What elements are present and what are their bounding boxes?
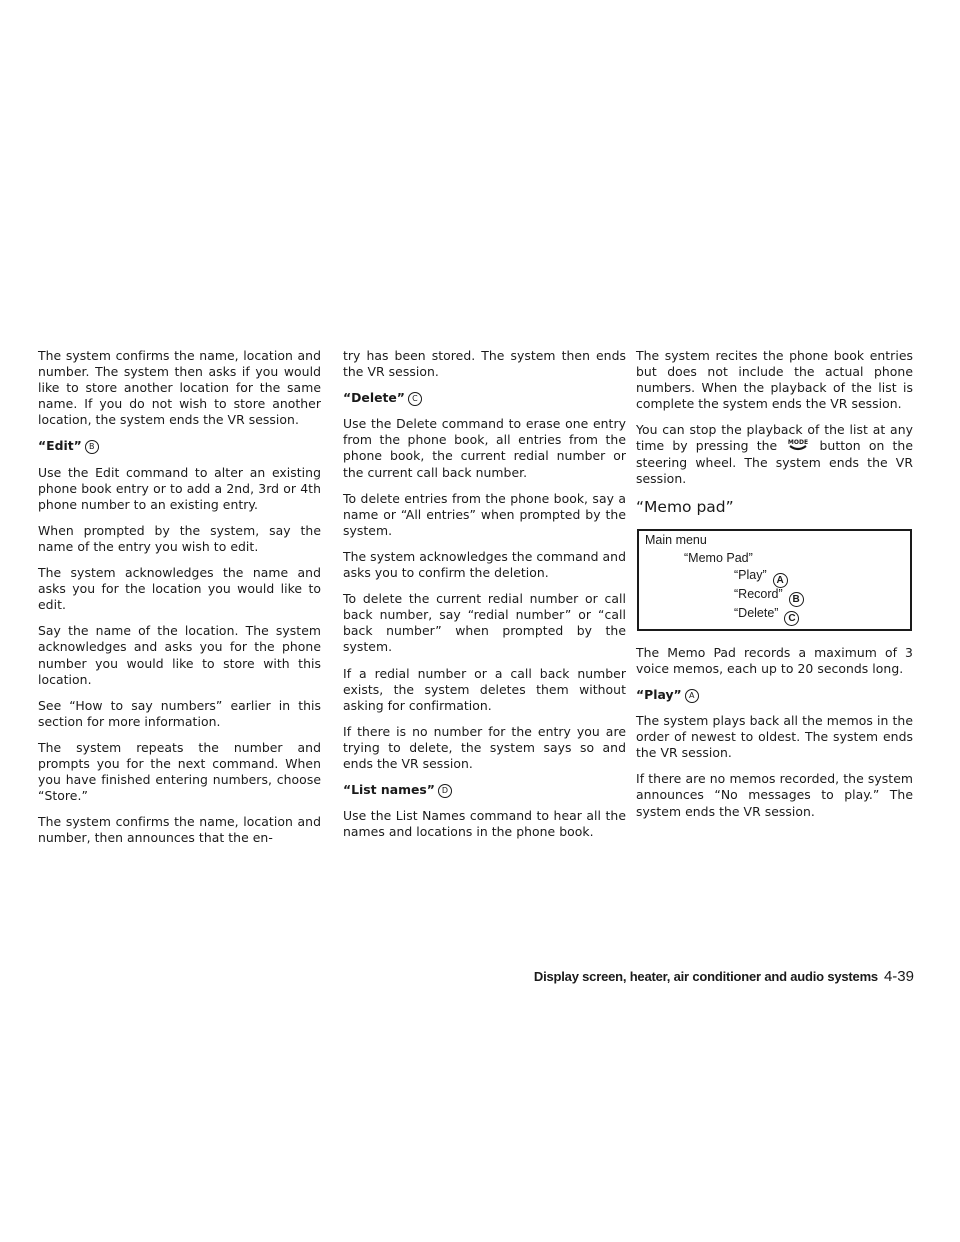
- menu-title: Main menu: [645, 532, 707, 547]
- menu-item-label: “Play”: [734, 567, 767, 582]
- paragraph: Say the name of the location. The system acknowledges and asks you for the phone number you would like to store with this location.: [38, 623, 321, 687]
- paragraph: If there are no memos recorded, the system announces “No messages to play.” The system ends the VR session.: [636, 771, 913, 819]
- paragraph: The system acknowledges the name and asks you for the location you would like to edit.: [38, 565, 321, 613]
- callout-c-icon: C: [408, 392, 422, 406]
- command-label: “Delete”: [343, 390, 405, 406]
- paragraph: To delete the current redial number or call back number, say “redial number” or “call back number” when prompted by the system.: [343, 591, 626, 655]
- paragraph: If there is no number for the entry you are trying to delete, the system says so and ends the VR session.: [343, 723, 626, 771]
- callout-b-icon: B: [789, 592, 804, 607]
- menu-item-label: “Record”: [734, 586, 783, 601]
- callout-c-icon: C: [784, 611, 799, 626]
- mode-button-icon: [787, 438, 809, 452]
- column-middle: [343, 348, 626, 850]
- paragraph: See “How to say numbers” earlier in this section for more information.: [38, 697, 321, 729]
- command-label: “List names”: [343, 782, 435, 798]
- paragraph: The system acknowledges the command and asks you to confirm the deletion.: [343, 548, 626, 581]
- paragraph: To delete entries from the phone book, say a name or “All entries” when prompted by the system.: [343, 490, 626, 538]
- menu-item-label: “Delete”: [734, 605, 779, 620]
- paragraph: try has been stored. The system then ends the VR session.: [343, 348, 626, 380]
- callout-b-icon: B: [85, 440, 99, 454]
- paragraph-mode-button: [636, 422, 913, 486]
- command-heading-delete: [343, 390, 626, 406]
- command-label: “Edit”: [38, 438, 82, 454]
- svg-text:MODE: MODE: [788, 439, 809, 447]
- menu-item-record: [734, 587, 804, 607]
- paragraph: Use the Delete command to erase one entry from the phone book, all entries from the phone book, the current redial number or the current call back number.: [343, 416, 626, 480]
- paragraph: Use the List Names command to hear all the names and locations in the phone book.: [343, 808, 626, 840]
- menu-item-play: [734, 568, 788, 588]
- paragraph: When prompted by the system, say the name of the entry you wish to edit.: [38, 522, 321, 554]
- column-left: [38, 348, 321, 856]
- callout-d-icon: D: [438, 784, 452, 798]
- paragraph: The system confirms the name, location and number, then announces that the en-: [38, 814, 321, 846]
- command-heading-edit: [38, 438, 321, 454]
- menu-item-memo-pad: “Memo Pad”: [684, 550, 753, 565]
- command-label: “Play”: [636, 686, 682, 702]
- column-right: [636, 348, 913, 830]
- footer-section-title: Display screen, heater, air conditioner and audio systems: [533, 969, 878, 984]
- paragraph: The system plays back all the memos in the order of newest to oldest. The system ends the VR session.: [636, 713, 913, 761]
- paragraph: Use the Edit command to alter an existing phone book entry or to add a 2nd, 3rd or 4th phone number to an existing entry.: [38, 464, 321, 512]
- text-fragment: You can stop the playback of the list at any time by pressing the: [636, 422, 913, 454]
- paragraph: The Memo Pad records a maximum of 3 voice memos, each up to 20 seconds long.: [636, 644, 913, 676]
- menu-tree-diagram: [637, 529, 912, 631]
- paragraph: The system confirms the name, location and number. The system then asks if you would like to store another location for the same name. If you do not wish to store another location, the system ends the VR session.: [38, 348, 321, 428]
- menu-item-delete: [734, 606, 799, 626]
- paragraph: The system recites the phone book entries but does not include the actual phone numbers. When the playback of the list is complete the system ends the VR session.: [636, 348, 913, 412]
- section-heading: “Memo pad”: [636, 497, 734, 516]
- command-heading-play: [636, 687, 913, 703]
- paragraph: The system repeats the number and prompts you for the next command. When you have finished entering numbers, choose “Store.”: [38, 739, 321, 804]
- callout-a-icon: A: [685, 689, 699, 703]
- command-heading-list-names: [343, 782, 626, 798]
- text-fragment: button on the steering wheel. The system ends the VR session.: [636, 438, 913, 486]
- page-number: 4-39: [883, 968, 914, 985]
- paragraph: If a redial number or a call back number exists, the system deletes them without asking for confirmation.: [343, 665, 626, 713]
- page-footer: [534, 968, 914, 986]
- callout-a-icon: A: [773, 573, 788, 588]
